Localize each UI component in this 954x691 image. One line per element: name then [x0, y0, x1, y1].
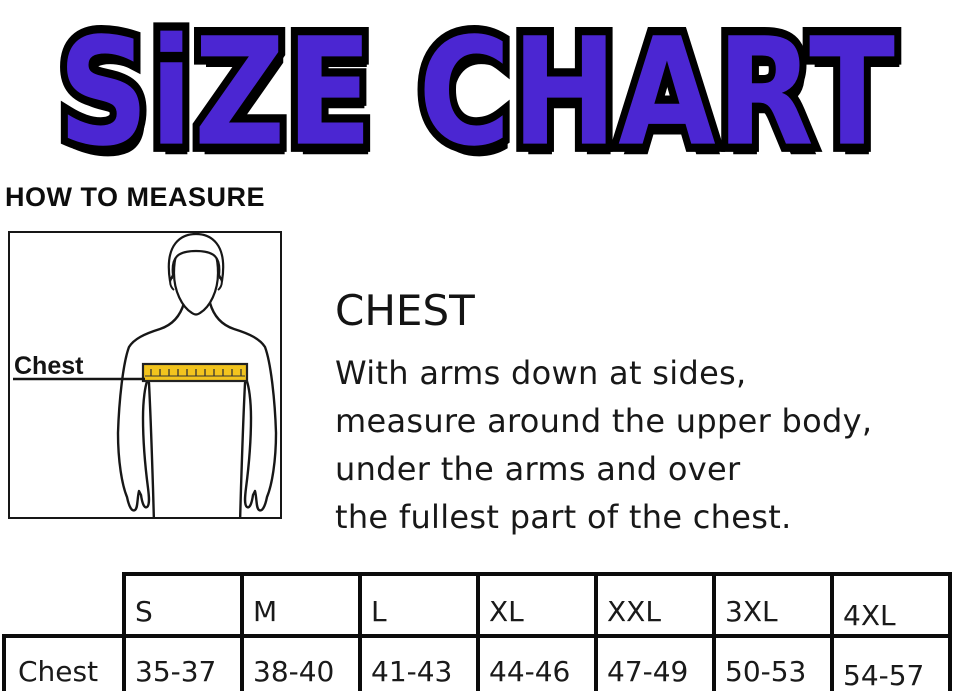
- chest-instructions: [335, 286, 872, 541]
- size-table-corner-cell: [4, 574, 124, 636]
- instruction-line: under the arms and over: [335, 450, 741, 488]
- chest-measurements-row: [4, 636, 950, 691]
- chest-value-xxl: 47-49: [596, 636, 714, 691]
- chest-value-l: 41-43: [360, 636, 478, 691]
- chest-heading: CHEST: [335, 286, 475, 335]
- size-col-xl: XL: [478, 574, 596, 636]
- instruction-line: measure around the upper body,: [335, 402, 873, 440]
- instruction-line: With arms down at sides,: [335, 354, 747, 392]
- page-title: SiZE CHART SiZE CHART: [0, 2, 954, 170]
- size-table-header-row: [4, 574, 950, 636]
- size-col-xxl: XXL: [596, 574, 714, 636]
- size-col-s: S: [124, 574, 242, 636]
- chest-value-m: 38-40: [242, 636, 360, 691]
- torso-measurement-illustration: [10, 233, 280, 517]
- chest-value-4xl: 54-57: [832, 636, 950, 691]
- how-to-measure-heading: HOW TO MEASURE: [5, 182, 266, 212]
- size-table: [2, 572, 952, 691]
- chest-row-label: Chest: [4, 636, 124, 691]
- chest-value-s: 35-37: [124, 636, 242, 691]
- measurement-figure-box: [8, 231, 282, 519]
- size-col-3xl: 3XL: [714, 574, 832, 636]
- chest-value-xl: 44-46: [478, 636, 596, 691]
- torso-outline: [118, 303, 276, 517]
- size-col-m: M: [242, 574, 360, 636]
- chest-value-3xl: 50-53: [714, 636, 832, 691]
- size-col-4xl: 4XL: [832, 574, 950, 636]
- size-col-l: L: [360, 574, 478, 636]
- figure-chest-label: Chest: [14, 352, 84, 380]
- instruction-line: the fullest part of the chest.: [335, 498, 792, 536]
